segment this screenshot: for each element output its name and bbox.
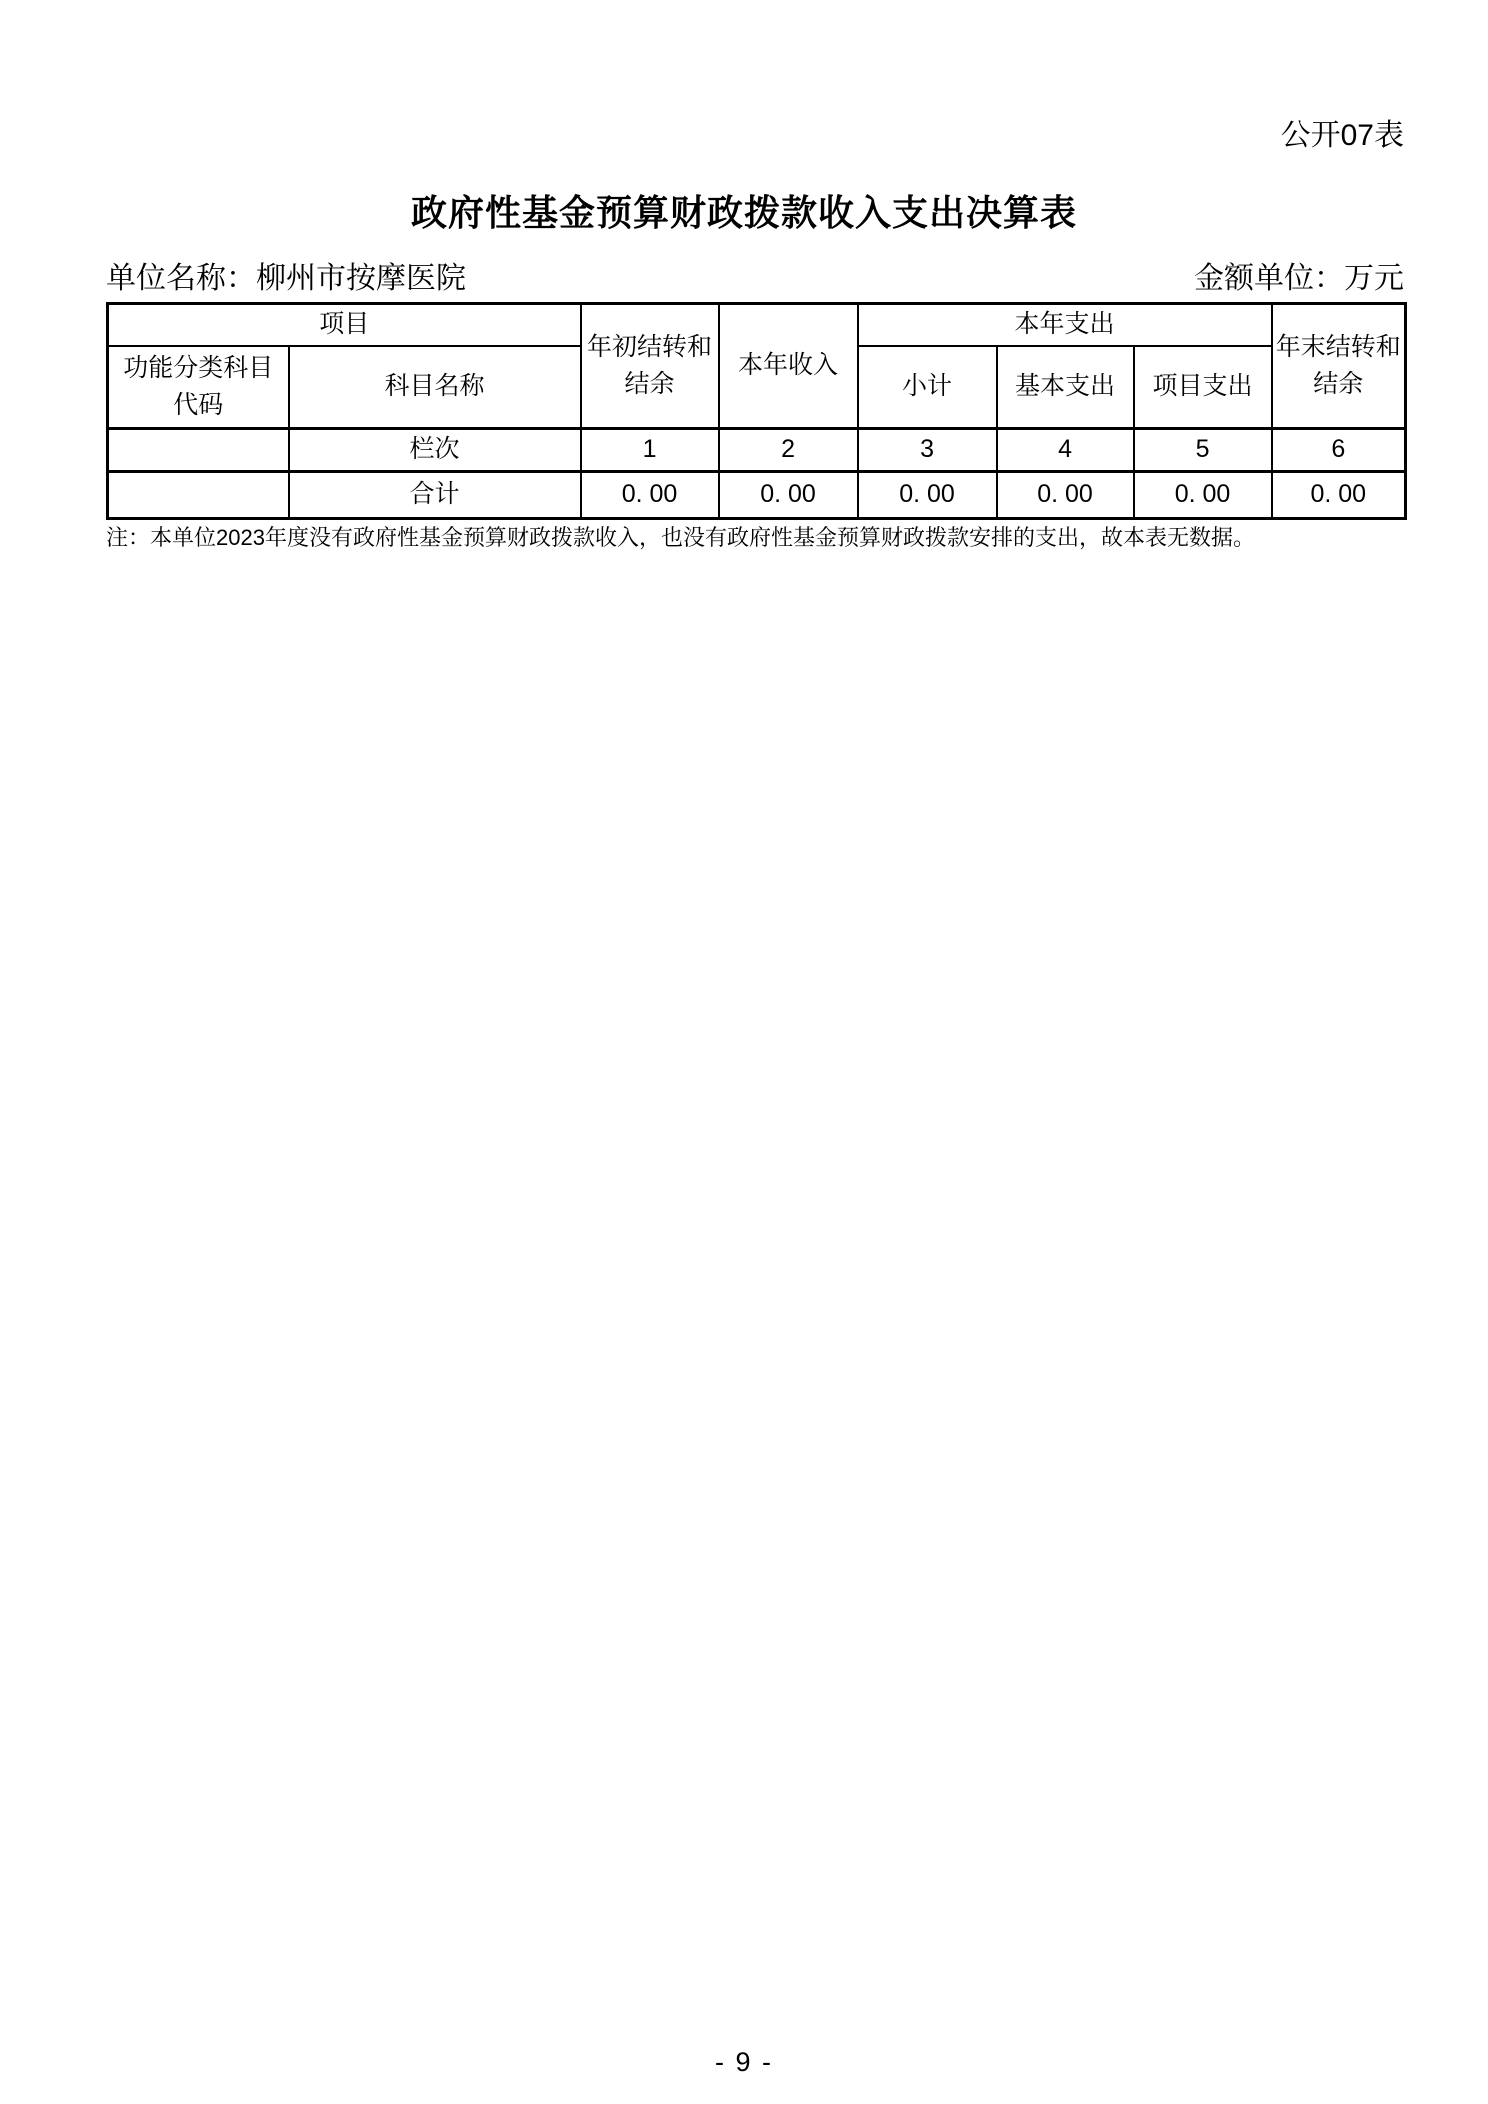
total-row-label: 合计 <box>289 472 581 519</box>
total-value-4: 0. 00 <box>997 472 1134 519</box>
fiscal-table <box>106 302 1407 520</box>
header-opening-balance: 年初结转和结余 <box>581 304 719 429</box>
column-index-3: 3 <box>858 429 997 472</box>
column-index-1: 1 <box>581 429 719 472</box>
total-value-2: 0. 00 <box>719 472 858 519</box>
total-value-3: 0. 00 <box>858 472 997 519</box>
empty-cell <box>108 472 289 519</box>
header-closing-balance: 年末结转和结余 <box>1272 304 1406 429</box>
table-note: 注：本单位2023年度没有政府性基金预算财政拨款收入，也没有政府性基金预算财政拨款安排的支出，故本表无数据。 <box>106 525 1255 550</box>
column-index-6: 6 <box>1272 429 1406 472</box>
page-number: - 9 - <box>714 2047 773 2077</box>
header-row-groups <box>108 304 1406 347</box>
total-value-5: 0. 00 <box>1134 472 1272 519</box>
doc-form-label: 公开07表 <box>1280 119 1404 152</box>
header-function-code: 功能分类科目代码 <box>108 346 289 429</box>
header-subtotal: 小计 <box>858 346 997 429</box>
header-subject-name: 科目名称 <box>289 346 581 429</box>
total-value-6: 0. 00 <box>1272 472 1406 519</box>
column-index-5: 5 <box>1134 429 1272 472</box>
column-index-2: 2 <box>719 429 858 472</box>
empty-cell <box>108 429 289 472</box>
page-title: 政府性基金预算财政拨款收入支出决算表 <box>410 192 1077 233</box>
header-current-year-income: 本年收入 <box>719 304 858 429</box>
amount-unit-label: 金额单位：万元 <box>1194 262 1404 295</box>
column-index-4: 4 <box>997 429 1134 472</box>
table-meta-row <box>106 261 1404 297</box>
total-row <box>108 472 1406 519</box>
header-project-expense: 项目支出 <box>1134 346 1272 429</box>
header-basic-expense: 基本支出 <box>997 346 1134 429</box>
total-value-1: 0. 00 <box>581 472 719 519</box>
unit-name-label: 单位名称：柳州市按摩医院 <box>106 262 466 295</box>
column-index-row <box>108 429 1406 472</box>
header-current-year-expense-group: 本年支出 <box>858 304 1272 347</box>
header-project-group: 项目 <box>108 304 581 347</box>
column-index-label: 栏次 <box>289 429 581 472</box>
